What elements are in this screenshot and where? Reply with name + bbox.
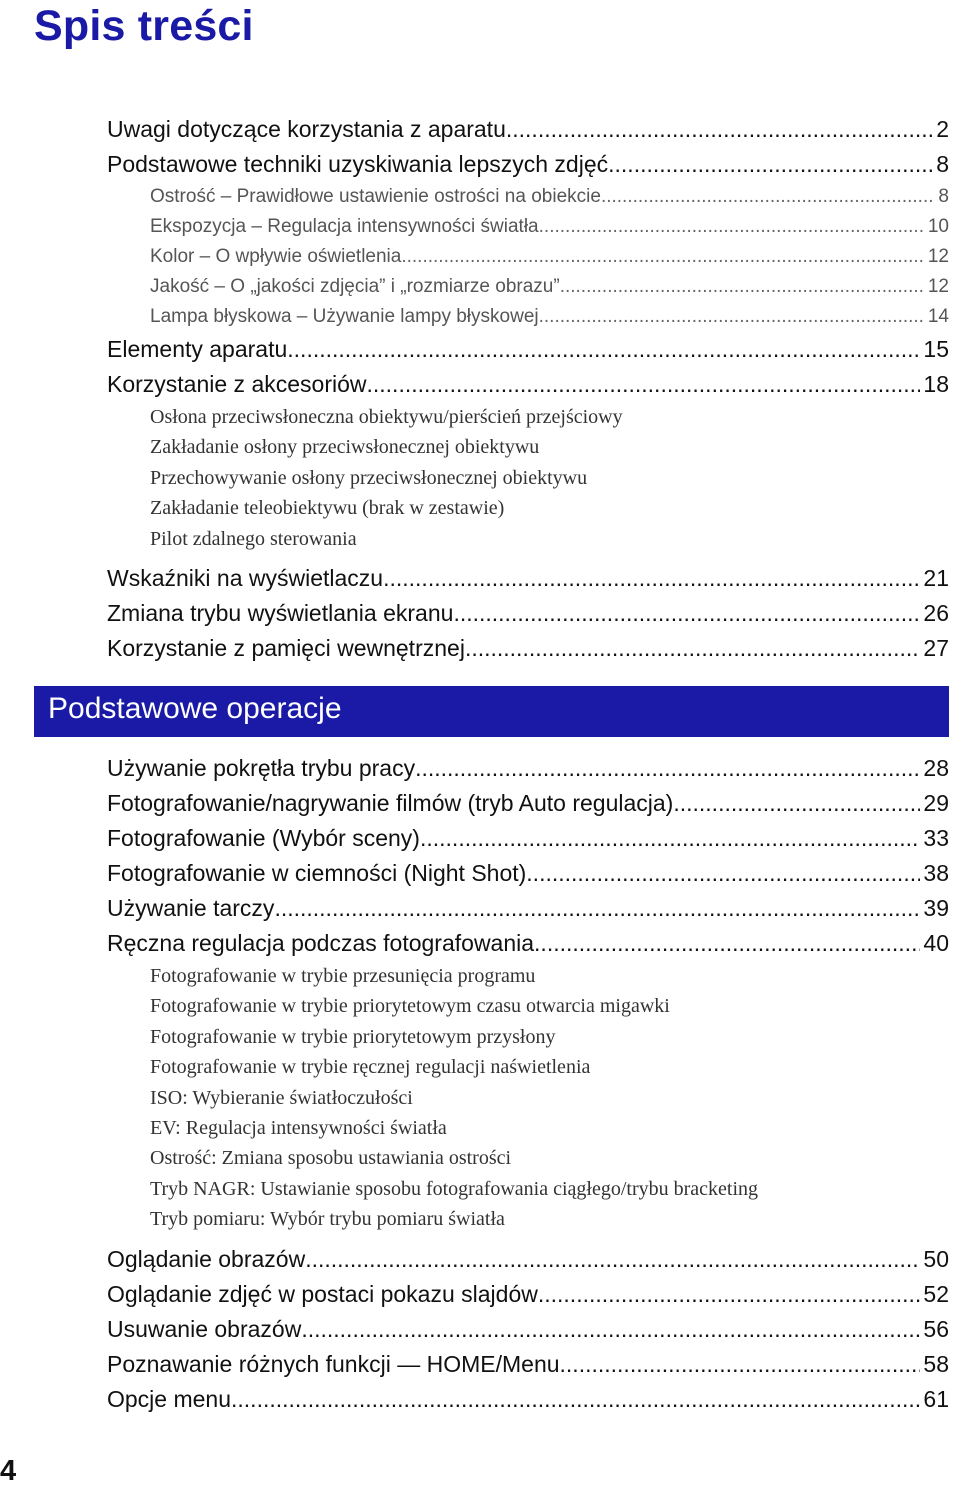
toc-entry-label: Zmiana trybu wyświetlania ekranu [107,599,454,626]
dot-leader [538,1281,921,1308]
toc-topic[interactable] [107,965,949,995]
toc-topic-label: ISO: Wybieranie światłoczułości [150,1086,413,1109]
toc-topic-label: Zakładanie osłony przeciwsłonecznej obiektywu [150,436,540,459]
dot-leader [560,1351,921,1378]
toc-entry-label: Podstawowe techniki uzyskiwania lepszych zdjęć [107,151,609,177]
toc-spacer [107,558,949,565]
toc-entry-page: 58 [923,1350,949,1377]
toc-subentry[interactable] [107,186,949,216]
toc-entry-label: Opcje menu [107,1385,232,1412]
toc-entry-label: Usuwanie obrazów [107,1315,302,1342]
toc-entry-page: 33 [923,825,949,851]
toc-topic[interactable] [107,1178,949,1208]
toc-entry-page: 14 [927,306,949,327]
toc-entry[interactable] [107,116,949,151]
toc-topic-label: EV: Regulacja intensywności światła [150,1116,447,1139]
toc-entry-label: Lampa błyskowa – Używanie lampy błyskowej [150,306,539,327]
toc-entry-page: 26 [923,599,949,626]
toc-entry[interactable] [107,895,949,930]
toc-entry[interactable] [107,825,949,860]
dot-leader [539,306,925,328]
toc-entry[interactable] [107,371,949,406]
toc-entry-page: 8 [936,151,949,177]
toc-entry-label: Elementy aparatu [107,336,288,362]
dot-leader [453,600,920,627]
toc-list-basic-operations [107,755,949,1421]
dot-leader [383,565,920,592]
toc-entry[interactable] [107,1351,949,1386]
dot-leader [506,116,933,143]
toc-entry-page: 12 [927,246,949,267]
toc-topic-label: Tryb pomiaru: Wybór trybu pomiaru światła [150,1208,505,1231]
toc-entry-label: Używanie pokrętła trybu pracy [107,755,416,781]
toc-topic[interactable] [107,1056,949,1086]
toc-entry[interactable] [107,1316,949,1351]
section-heading: Podstawowe operacje [48,692,342,725]
dot-leader [539,216,925,238]
toc-topic[interactable] [107,1117,949,1147]
toc-entry-page: 12 [927,276,949,297]
page-title: Spis treści [34,2,254,50]
dot-leader [601,186,935,208]
toc-entry-label: Fotografowanie (Wybór sceny) [107,825,420,851]
toc-topic-label: Zakładanie teleobiektywu (brak w zestawie) [150,497,505,520]
toc-entry-label: Oglądanie zdjęć w postaci pokazu slajdów [107,1280,538,1307]
toc-entry-page: 56 [923,1315,949,1342]
dot-leader [465,635,920,662]
toc-entry[interactable] [107,930,949,965]
toc-entry-label: Ręczna regulacja podczas fotografowania [107,930,535,956]
toc-topic-label: Fotografowanie w trybie priorytetowym przysłony [150,1025,556,1048]
dot-leader [367,371,921,398]
toc-entry-label: Korzystanie z pamięci wewnętrznej [107,634,465,661]
toc-entry-page: 8 [938,186,949,207]
toc-entry-label: Jakość – O „jakości zdjęcia” i „rozmiarze obrazu” [150,276,560,297]
toc-entry-page: 29 [923,790,949,816]
toc-entry[interactable] [107,1246,949,1281]
toc-topic[interactable] [107,1026,949,1056]
dot-leader [608,151,933,178]
toc-topic[interactable] [107,436,949,466]
toc-entry-label: Oglądanie obrazów [107,1245,306,1272]
toc-entry-page: 50 [923,1245,949,1272]
toc-entry-page: 52 [923,1280,949,1307]
toc-topic[interactable] [107,406,949,436]
toc-topic-label: Pilot zdalnego sterowania [150,527,357,550]
toc-entry-page: 61 [923,1385,949,1412]
toc-topic-label: Fotografowanie w trybie przesunięcia programu [150,965,536,987]
toc-entry-label: Wskaźniki na wyświetlaczu [107,564,384,591]
toc-topic-label: Ostrość: Zmiana sposobu ustawiania ostrości [150,1147,512,1170]
toc-topic[interactable] [107,1087,949,1117]
toc-topic[interactable] [107,467,949,497]
toc-subentry[interactable] [107,276,949,306]
dot-leader [526,860,920,887]
toc-topic[interactable] [107,1147,949,1177]
toc-topic[interactable] [107,528,949,558]
toc-entry[interactable] [107,860,949,895]
dot-leader [673,790,920,817]
toc-entry-page: 28 [923,755,949,781]
toc-entry[interactable] [107,1281,949,1316]
toc-entry-page: 18 [923,371,949,397]
toc-topic-label: Tryb NAGR: Ustawianie sposobu fotografowania ciągłego/trybu bracketing [150,1177,759,1200]
toc-entry[interactable] [107,336,949,371]
dot-leader [534,930,920,957]
dot-leader [401,246,925,268]
toc-entry-label: Uwagi dotyczące korzystania z aparatu [107,116,506,142]
toc-entry-label: Poznawanie różnych funkcji — HOME/Menu [107,1350,560,1377]
toc-entry[interactable] [107,600,949,635]
toc-entry[interactable] [107,635,949,670]
toc-entry-page: 15 [923,336,949,362]
dot-leader [415,755,920,782]
toc-entry-label: Fotografowanie w ciemności (Night Shot) [107,860,527,886]
toc-spacer [107,1239,949,1246]
toc-topic[interactable] [107,1208,949,1238]
toc-topic-label: Fotografowanie w trybie ręcznej regulacji naświetlenia [150,1056,591,1079]
toc-entry-label: Ostrość – Prawidłowe ustawienie ostrości na obiekcie [150,186,601,207]
dot-leader [274,895,920,922]
toc-subentry[interactable] [107,306,949,336]
dot-leader [287,336,920,363]
toc-entry-page: 39 [923,895,949,921]
toc-list-general [107,116,949,670]
dot-leader [231,1386,920,1413]
toc-entry-page: 40 [923,930,949,956]
dot-leader [305,1246,920,1273]
toc-entry-page: 2 [936,116,949,142]
toc-entry[interactable] [107,1386,949,1421]
toc-subentry[interactable] [107,216,949,246]
toc-entry[interactable] [107,790,949,825]
toc-topic-label: Fotografowanie w trybie priorytetowym czasu otwarcia migawki [150,995,670,1018]
toc-entry-page: 10 [927,216,949,237]
toc-entry-label: Fotografowanie/nagrywanie filmów (tryb Auto regulacja) [107,790,674,816]
page-number: 4 [0,1455,17,1487]
toc-topic[interactable] [107,995,949,1025]
dot-leader [420,825,920,852]
dot-leader [301,1316,920,1343]
toc-entry-label: Ekspozycja – Regulacja intensywności światła [150,216,539,237]
toc-entry[interactable] [107,565,949,600]
toc-entry[interactable] [107,755,949,790]
toc-entry[interactable] [107,151,949,186]
toc-entry-label: Kolor – O wpływie oświetlenia [150,246,402,267]
toc-subentry[interactable] [107,246,949,276]
toc-entry-page: 38 [923,860,949,886]
toc-topic-label: Przechowywanie osłony przeciwsłonecznej obiektywu [150,466,588,489]
toc-topic[interactable] [107,497,949,527]
toc-entry-page: 21 [923,564,949,591]
toc-entry-label: Używanie tarczy [107,895,275,921]
dot-leader [560,276,925,298]
section-heading-bar [34,686,949,737]
toc-entry-label: Korzystanie z akcesoriów [107,371,367,397]
toc-topic-label: Osłona przeciwsłoneczna obiektywu/pierścień przejściowy [150,406,623,428]
toc-entry-page: 27 [923,634,949,661]
